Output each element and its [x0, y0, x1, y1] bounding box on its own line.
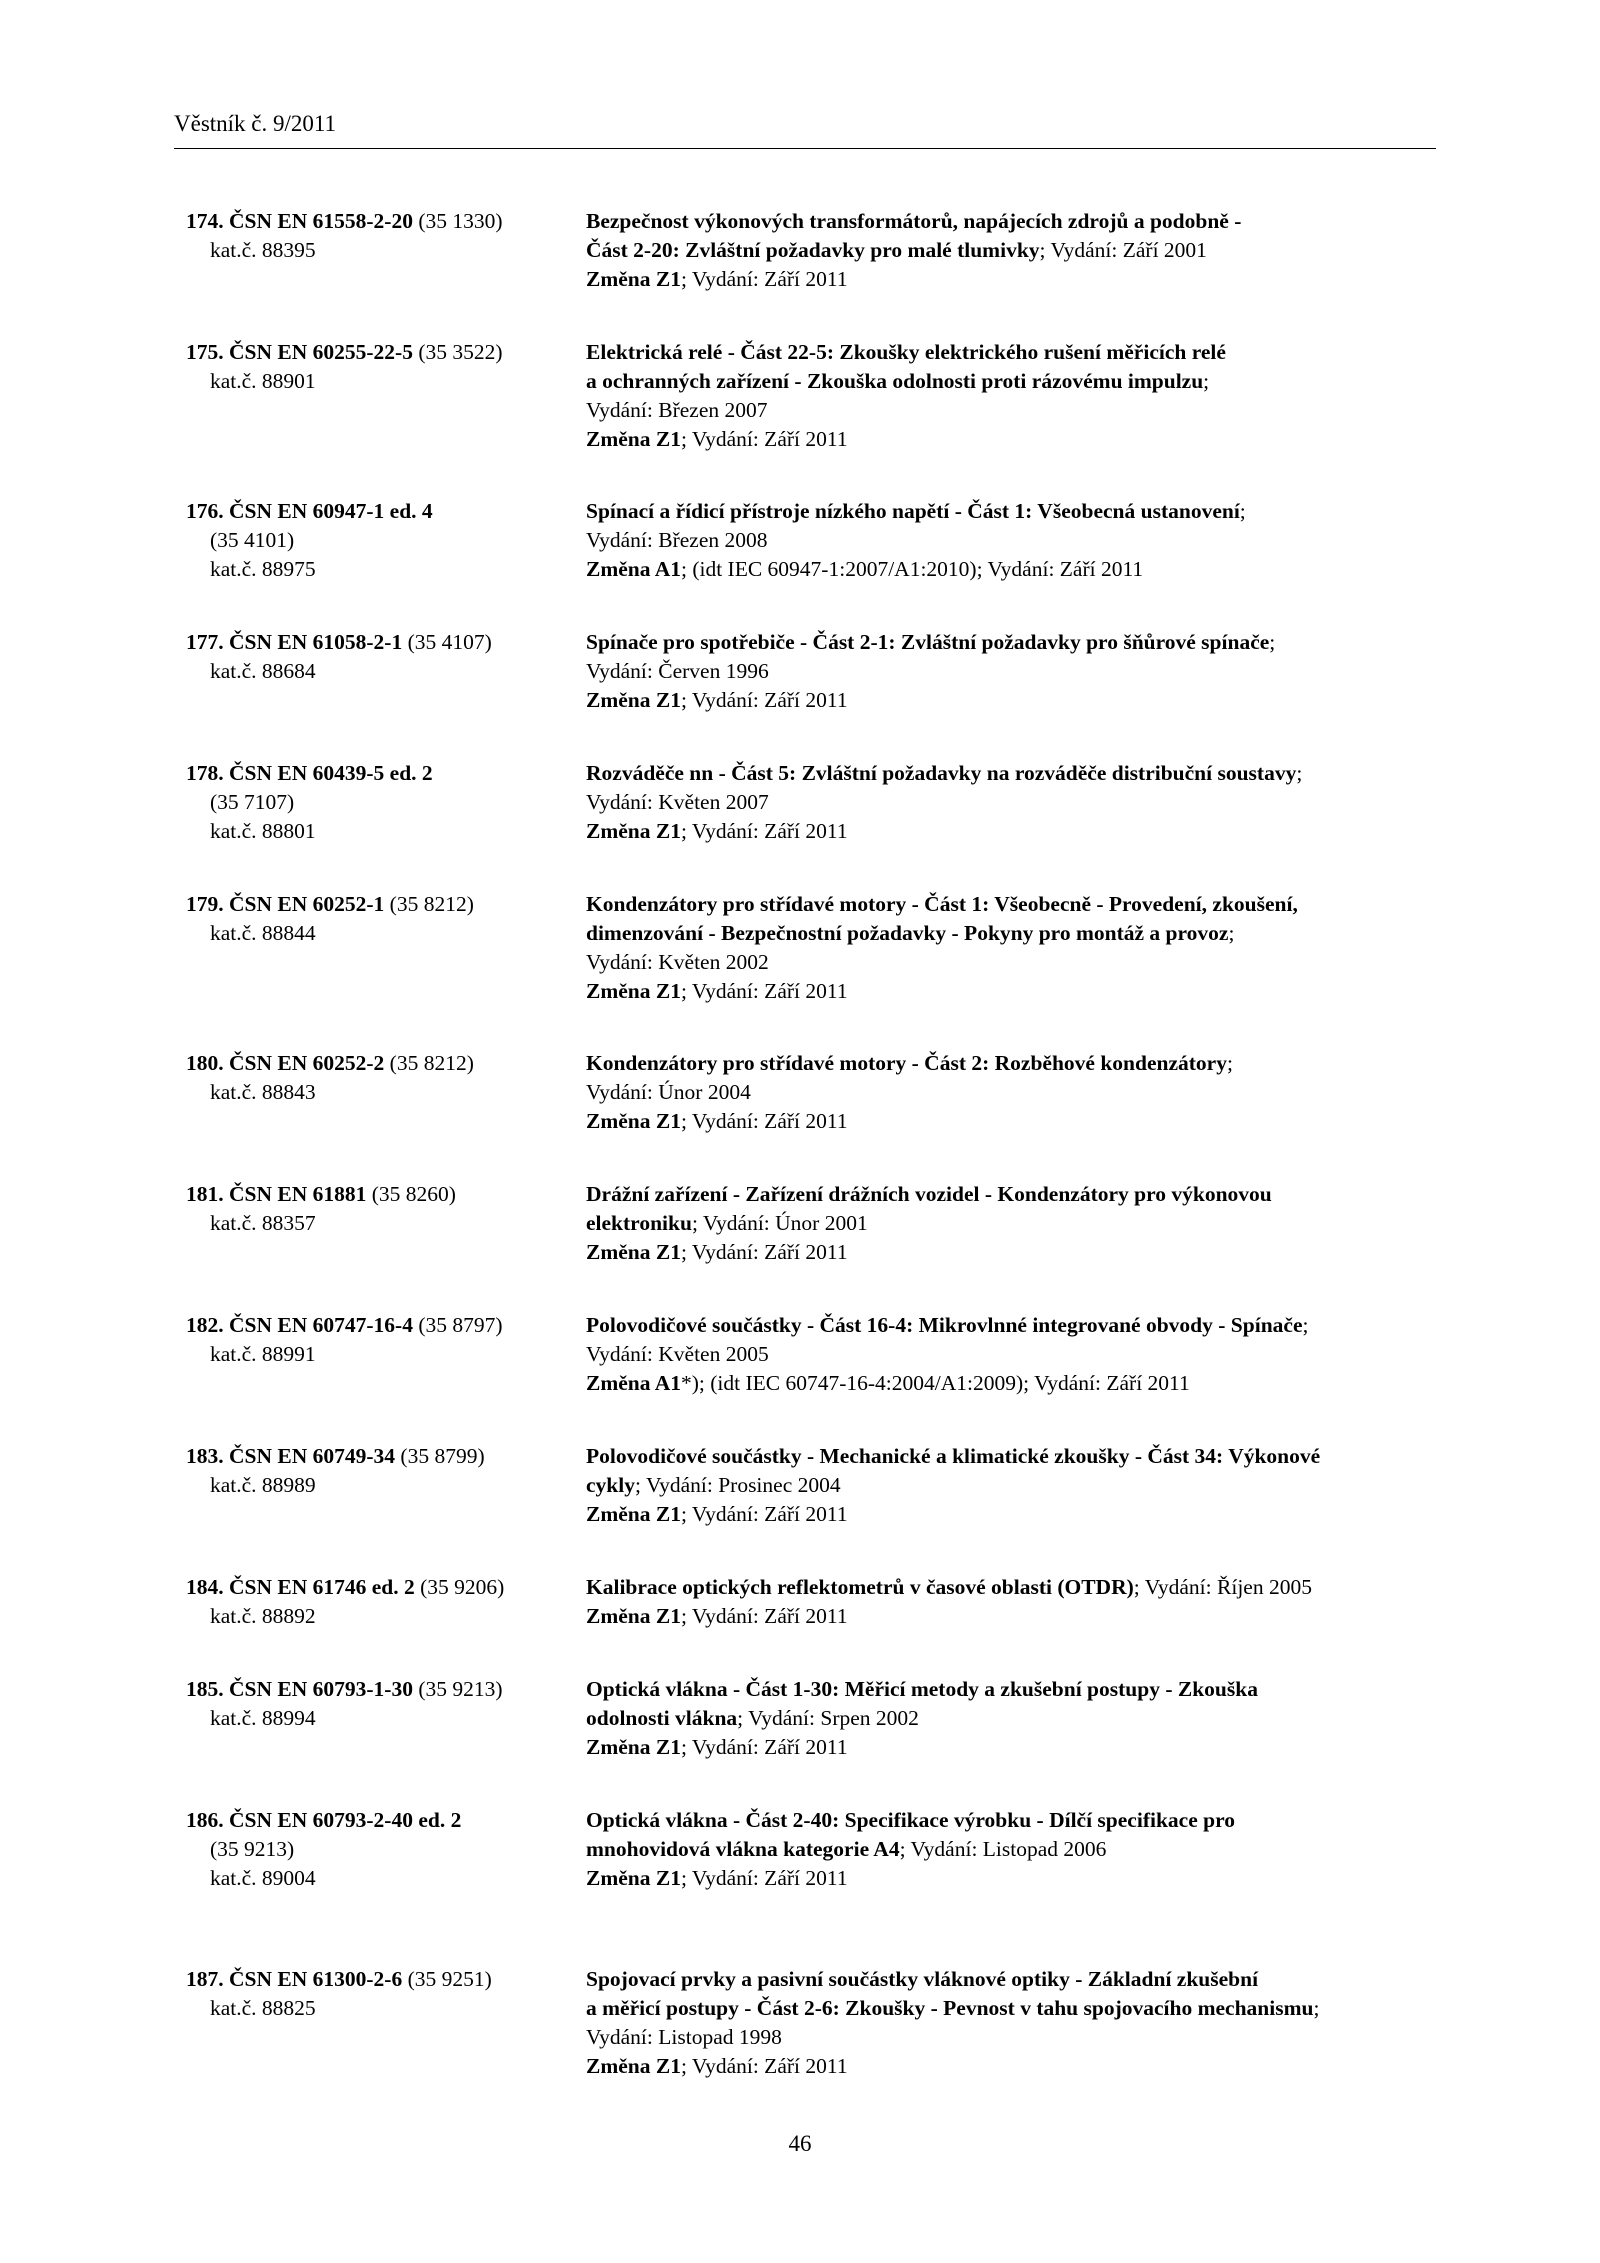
standard-identifier — [186, 1049, 576, 1107]
bold-text: Změna Z1 — [586, 1502, 681, 1526]
standard-title-line — [586, 425, 1436, 454]
plain-text: kat.č. 88994 — [210, 1706, 316, 1730]
plain-text: Vydání: Listopad 1998 — [586, 2025, 782, 2049]
bold-text: 185. ČSN EN 60793-1-30 — [186, 1677, 413, 1701]
standard-id-line — [186, 1471, 576, 1500]
standard-id-line — [186, 1806, 576, 1835]
standard-identifier — [186, 1806, 576, 1893]
standard-description — [586, 1675, 1436, 1762]
plain-text: kat.č. 88357 — [210, 1211, 316, 1235]
standard-title-line — [586, 686, 1436, 715]
plain-text: kat.č. 88844 — [210, 921, 316, 945]
journal-title: Věstník č. 9/2011 — [174, 111, 337, 136]
standard-id-line — [186, 919, 576, 948]
standard-id-line — [186, 1835, 576, 1864]
bold-text: mnohovidová vlákna kategorie A4 — [586, 1837, 900, 1861]
standard-title-line — [586, 1806, 1436, 1835]
plain-text: Vydání: Červen 1996 — [586, 659, 769, 683]
plain-text: ; Vydání: Listopad 2006 — [899, 1837, 1107, 1861]
bold-text: Spínače pro spotřebiče - Část 2-1: Zvláštní požadavky pro šňůrové spínače — [586, 630, 1270, 654]
standard-description — [586, 628, 1436, 715]
standard-title-line — [586, 1107, 1436, 1136]
plain-text: Vydání: Březen 2008 — [586, 528, 768, 552]
plain-text: ; Vydání: Září 2011 — [680, 1109, 848, 1133]
plain-text: ; Vydání: Září 2011 — [680, 267, 848, 291]
bold-text: Změna Z1 — [586, 1604, 681, 1628]
bold-text: Kondenzátory pro střídavé motory - Část 2: Rozběhové kondenzátory — [586, 1051, 1227, 1075]
plain-text: kat.č. 88989 — [210, 1473, 316, 1497]
plain-text: ; — [1313, 1996, 1320, 2020]
bold-text: Změna Z1 — [586, 1735, 681, 1759]
bold-text: 179. ČSN EN 60252-1 — [186, 892, 385, 916]
standard-description — [586, 759, 1436, 846]
standard-identifier — [186, 1311, 576, 1369]
standard-title-line — [586, 207, 1436, 236]
standard-id-line — [186, 338, 576, 367]
bold-text: Změna Z1 — [586, 979, 681, 1003]
standard-title-line — [586, 1471, 1436, 1500]
standard-title-line — [586, 890, 1436, 919]
plain-text: Vydání: Květen 2007 — [586, 790, 769, 814]
bold-text: Optická vlákna - Část 2-40: Specifikace výrobku - Dílčí specifikace pro — [586, 1808, 1235, 1832]
bold-text: a měřicí postupy - Část 2-6: Zkoušky - Pevnost v tahu spojovacího mechanismu — [586, 1996, 1314, 2020]
bold-text: Změna A1 — [586, 1371, 681, 1395]
bold-text: 184. ČSN EN 61746 ed. 2 — [186, 1575, 415, 1599]
bold-text: Rozváděče nn - Část 5: Zvláštní požadavky na rozváděče distribuční soustavy — [586, 761, 1297, 785]
bold-text: Změna Z1 — [586, 819, 681, 843]
bold-text: 187. ČSN EN 61300-2-6 — [186, 1967, 403, 1991]
plain-text: (35 8799) — [395, 1444, 485, 1468]
plain-text: (35 9213) — [412, 1677, 503, 1701]
bold-text: Kalibrace optických reflektometrů v časové oblasti (OTDR) — [586, 1575, 1134, 1599]
standard-identifier — [186, 1675, 576, 1733]
standard-title-line — [586, 338, 1436, 367]
standard-description — [586, 1442, 1436, 1529]
plain-text: ; Vydání: Únor 2001 — [691, 1211, 868, 1235]
plain-text: ; Vydání: Září 2011 — [680, 1735, 848, 1759]
standard-id-line — [186, 1442, 576, 1471]
standard-id-line — [186, 207, 576, 236]
standard-title-line — [586, 1369, 1436, 1398]
standard-id-line — [186, 1209, 576, 1238]
standard-id-line — [186, 1675, 576, 1704]
standard-description — [586, 1311, 1436, 1398]
standard-id-line — [186, 236, 576, 265]
standard-identifier — [186, 628, 576, 686]
standard-title-line — [586, 1238, 1436, 1267]
plain-text: ; — [1203, 369, 1210, 393]
standard-title-line — [586, 1675, 1436, 1704]
plain-text: (35 3522) — [412, 340, 503, 364]
plain-text: ; Vydání: Prosinec 2004 — [634, 1473, 841, 1497]
plain-text: ; Vydání: Září 2011 — [680, 1502, 848, 1526]
bold-text: 177. ČSN EN 61058-2-1 — [186, 630, 403, 654]
bold-text: Bezpečnost výkonových transformátorů, napájecích zdrojů a podobně - — [586, 209, 1242, 233]
standard-title-line — [586, 817, 1436, 846]
standard-id-line — [186, 497, 576, 526]
standard-id-line — [186, 657, 576, 686]
plain-text: kat.č. 88395 — [210, 238, 316, 262]
standard-title-line — [586, 948, 1436, 977]
bold-text: 174. ČSN EN 61558-2-20 — [186, 209, 413, 233]
standard-id-line — [186, 1965, 576, 1994]
plain-text: kat.č. 88801 — [210, 819, 316, 843]
standard-description — [586, 1806, 1436, 1893]
standard-description — [586, 338, 1436, 454]
standard-title-line — [586, 1733, 1436, 1762]
standard-id-line — [186, 817, 576, 846]
standard-title-line — [586, 2052, 1436, 2081]
standard-id-line — [186, 1864, 576, 1893]
bold-text: Drážní zařízení - Zařízení drážních vozidel - Kondenzátory pro výkonovou — [586, 1182, 1272, 1206]
plain-text: Vydání: Březen 2007 — [586, 398, 768, 422]
plain-text: kat.č. 88843 — [210, 1080, 316, 1104]
standard-title-line — [586, 788, 1436, 817]
bold-text: Spínací a řídicí přístroje nízkého napětí - Část 1: Všeobecná ustanovení — [586, 499, 1240, 523]
bold-text: 178. ČSN EN 60439-5 ed. 2 — [186, 761, 433, 785]
bold-text: Spojovací prvky a pasivní součástky vláknové optiky - Základní zkušební — [586, 1967, 1259, 1991]
plain-text: (35 8212) — [384, 892, 474, 916]
bold-text: Změna Z1 — [586, 1866, 681, 1890]
standard-title-line — [586, 1078, 1436, 1107]
standard-identifier — [186, 890, 576, 948]
standard-id-line — [186, 1994, 576, 2023]
standard-description — [586, 1573, 1436, 1631]
standard-description — [586, 497, 1436, 584]
plain-text: kat.č. 88975 — [210, 557, 316, 581]
standard-id-line — [186, 890, 576, 919]
bold-text: 183. ČSN EN 60749-34 — [186, 1444, 396, 1468]
standard-title-line — [586, 1864, 1436, 1893]
standard-title-line — [586, 1049, 1436, 1078]
standard-title-line — [586, 1835, 1436, 1864]
standard-title-line — [586, 396, 1436, 425]
page-number: 46 — [788, 2131, 812, 2156]
standard-title-line — [586, 2023, 1436, 2052]
standard-title-line — [586, 1209, 1436, 1238]
standard-id-line — [186, 1340, 576, 1369]
plain-text: kat.č. 88991 — [210, 1342, 316, 1366]
standard-title-line — [586, 977, 1436, 1006]
standard-identifier — [186, 1965, 576, 2023]
plain-text: Vydání: Květen 2002 — [586, 950, 769, 974]
plain-text: (35 4107) — [402, 630, 492, 654]
bold-text: Změna Z1 — [586, 267, 681, 291]
standard-id-line — [186, 1311, 576, 1340]
plain-text: (35 9213) — [210, 1837, 295, 1861]
plain-text: ; Vydání: Září 2011 — [680, 427, 848, 451]
bold-text: Změna Z1 — [586, 2054, 681, 2078]
standard-id-line — [186, 1049, 576, 1078]
standard-title-line — [586, 1602, 1436, 1631]
standard-title-line — [586, 628, 1436, 657]
standard-description — [586, 207, 1436, 294]
plain-text: *); (idt IEC 60747-16-4:2004/A1:2009); Vydání: Září 2011 — [680, 1371, 1190, 1395]
plain-text: kat.č. 88825 — [210, 1996, 316, 2020]
plain-text: ; — [1228, 921, 1235, 945]
plain-text: (35 8212) — [384, 1051, 474, 1075]
plain-text: ; Vydání: Srpen 2002 — [737, 1706, 919, 1730]
standard-title-line — [586, 265, 1436, 294]
standard-title-line — [586, 1573, 1436, 1602]
standard-description — [586, 1049, 1436, 1136]
plain-text: ; Vydání: Září 2011 — [680, 1866, 848, 1890]
standard-title-line — [586, 657, 1436, 686]
plain-text: Vydání: Únor 2004 — [586, 1080, 751, 1104]
standard-description — [586, 890, 1436, 1006]
standard-title-line — [586, 367, 1436, 396]
plain-text: ; Vydání: Září 2011 — [680, 819, 848, 843]
plain-text: kat.č. 88892 — [210, 1604, 316, 1628]
plain-text: ; Vydání: Září 2011 — [680, 1604, 848, 1628]
bold-text: Polovodičové součástky - Mechanické a klimatické zkoušky - Část 34: Výkonové — [586, 1444, 1321, 1468]
bold-text: Změna A1 — [586, 557, 681, 581]
bold-text: Část 2-20: Zvláštní požadavky pro malé tlumivky — [586, 238, 1040, 262]
bold-text: 186. ČSN EN 60793-2-40 ed. 2 — [186, 1808, 462, 1832]
standard-title-line — [586, 1994, 1436, 2023]
standard-description — [586, 1965, 1436, 2081]
standard-id-line — [186, 1180, 576, 1209]
standard-title-line — [586, 526, 1436, 555]
bold-text: dimenzování - Bezpečnostní požadavky - Pokyny pro montáž a provoz — [586, 921, 1229, 945]
bold-text: Změna Z1 — [586, 427, 681, 451]
standard-description — [586, 1180, 1436, 1267]
standard-id-line — [186, 1078, 576, 1107]
standard-title-line — [586, 1311, 1436, 1340]
plain-text: Vydání: Květen 2005 — [586, 1342, 769, 1366]
bold-text: Změna Z1 — [586, 1240, 681, 1264]
bold-text: 182. ČSN EN 60747-16-4 — [186, 1313, 413, 1337]
bold-text: Optická vlákna - Část 1-30: Měřicí metody a zkušební postupy - Zkouška — [586, 1677, 1258, 1701]
standard-title-line — [586, 759, 1436, 788]
bold-text: 180. ČSN EN 60252-2 — [186, 1051, 385, 1075]
plain-text: (35 8260) — [366, 1182, 456, 1206]
standard-identifier — [186, 1573, 576, 1631]
standard-id-line — [186, 367, 576, 396]
bold-text: elektroniku — [586, 1211, 692, 1235]
standard-identifier — [186, 207, 576, 265]
bold-text: Změna Z1 — [586, 1109, 681, 1133]
standard-title-line — [586, 1180, 1436, 1209]
bold-text: 176. ČSN EN 60947-1 ed. 4 — [186, 499, 433, 523]
plain-text: ; (idt IEC 60947-1:2007/A1:2010); Vydání: Září 2011 — [680, 557, 1144, 581]
standard-title-line — [586, 1500, 1436, 1529]
standard-title-line — [586, 1965, 1436, 1994]
plain-text: kat.č. 89004 — [210, 1866, 316, 1890]
standard-title-line — [586, 1442, 1436, 1471]
plain-text: (35 8797) — [412, 1313, 503, 1337]
plain-text: ; Vydání: Září 2011 — [680, 688, 848, 712]
standard-id-line — [186, 1704, 576, 1733]
standard-identifier — [186, 1180, 576, 1238]
plain-text: (35 7107) — [210, 790, 295, 814]
bold-text: Polovodičové součástky - Část 16-4: Mikrovlnné integrované obvody - Spínače — [586, 1313, 1303, 1337]
plain-text: ; — [1296, 761, 1303, 785]
standard-title-line — [586, 555, 1436, 584]
standard-id-line — [186, 628, 576, 657]
plain-text: kat.č. 88684 — [210, 659, 316, 683]
bold-text: cykly — [586, 1473, 635, 1497]
standard-id-line — [186, 555, 576, 584]
plain-text: (35 1330) — [412, 209, 503, 233]
bold-text: 175. ČSN EN 60255-22-5 — [186, 340, 413, 364]
standard-identifier — [186, 497, 576, 584]
bold-text: Elektrická relé - Část 22-5: Zkoušky elektrického rušení měřicích relé — [586, 340, 1226, 364]
standard-id-line — [186, 526, 576, 555]
standard-identifier — [186, 338, 576, 396]
plain-text: ; Vydání: Září 2011 — [680, 2054, 848, 2078]
standard-title-line — [586, 1704, 1436, 1733]
plain-text: (35 9251) — [402, 1967, 492, 1991]
plain-text: ; Vydání: Září 2001 — [1039, 238, 1207, 262]
plain-text: ; — [1269, 630, 1276, 654]
plain-text: (35 9206) — [414, 1575, 505, 1599]
standard-id-line — [186, 1573, 576, 1602]
standard-title-line — [586, 1340, 1436, 1369]
standard-title-line — [586, 236, 1436, 265]
plain-text: ; — [1239, 499, 1246, 523]
plain-text: kat.č. 88901 — [210, 369, 316, 393]
standard-identifier — [186, 1442, 576, 1500]
standard-id-line — [186, 788, 576, 817]
plain-text: ; — [1302, 1313, 1309, 1337]
plain-text: (35 4101) — [210, 528, 295, 552]
plain-text: ; — [1226, 1051, 1233, 1075]
plain-text: ; Vydání: Září 2011 — [680, 1240, 848, 1264]
plain-text: ; Vydání: Září 2011 — [680, 979, 848, 1003]
bold-text: Změna Z1 — [586, 688, 681, 712]
bold-text: odolnosti vlákna — [586, 1706, 738, 1730]
standard-title-line — [586, 919, 1436, 948]
bold-text: 181. ČSN EN 61881 — [186, 1182, 367, 1206]
standard-id-line — [186, 1602, 576, 1631]
standard-identifier — [186, 759, 576, 846]
bold-text: a ochranných zařízení - Zkouška odolnosti proti rázovému impulzu — [586, 369, 1204, 393]
standard-id-line — [186, 759, 576, 788]
bold-text: Kondenzátory pro střídavé motory - Část 1: Všeobecně - Provedení, zkoušení, — [586, 892, 1298, 916]
plain-text: ; Vydání: Říjen 2005 — [1133, 1575, 1312, 1599]
standard-title-line — [586, 497, 1436, 526]
